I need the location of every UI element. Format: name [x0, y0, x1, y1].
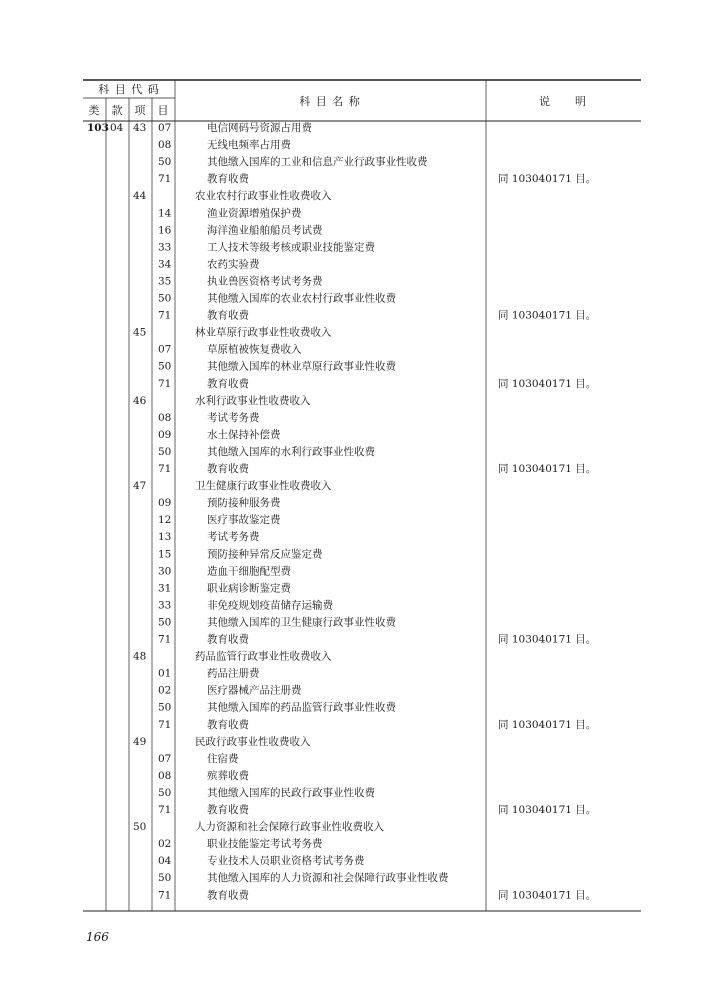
- table-row: [158, 445, 375, 458]
- cell-mu: 14: [158, 207, 172, 220]
- cell-name: 造血干细胞配型费: [207, 565, 291, 578]
- header-col-note: 说 明: [539, 95, 587, 108]
- table-row: [158, 564, 291, 577]
- cell-name: 教育收费: [207, 718, 249, 731]
- header-col-xiang: 项: [134, 104, 147, 117]
- table-row: [158, 240, 375, 253]
- table-row: [158, 530, 260, 543]
- header-col-lei: 类: [88, 104, 101, 117]
- table-row: [133, 735, 311, 748]
- cell-note: 同 103040171 目。: [498, 377, 597, 390]
- cell-mu: 33: [158, 241, 172, 254]
- cell-mu: 33: [158, 599, 172, 612]
- table-row: [158, 769, 249, 782]
- table-row: [133, 189, 332, 202]
- table-row: [158, 462, 596, 475]
- table-row: [158, 428, 281, 441]
- table-row: [158, 803, 596, 816]
- cell-mu: 71: [158, 889, 172, 902]
- cell-name: 专业技术人员职业资格考试考务费: [207, 855, 365, 868]
- cell-mu: 50: [158, 701, 172, 714]
- cell-xiang: 43: [133, 122, 147, 134]
- table-row: [158, 598, 333, 611]
- cell-name: 职业技能鉴定考试考务费: [207, 838, 323, 851]
- cell-name: 卫生健康行政事业性收费收入: [195, 480, 332, 493]
- cell-name: 草原植被恢复费收入: [207, 343, 302, 356]
- cell-xiang: 48: [133, 650, 147, 663]
- cell-note: 同 103040171 目。: [498, 718, 597, 731]
- cell-name: 考试考务费: [207, 531, 260, 544]
- cell-note: 同 103040171 目。: [498, 889, 597, 902]
- cell-mu: 15: [158, 548, 172, 561]
- table-row: [158, 377, 596, 390]
- cell-mu: 34: [158, 258, 172, 271]
- cell-name: 教育收费: [207, 377, 249, 390]
- cell-mu: 71: [158, 633, 172, 646]
- table-row: [158, 854, 365, 867]
- cell-mu: 02: [158, 684, 172, 697]
- cell-note: 同 103040171 目。: [498, 173, 597, 186]
- table-row: [158, 701, 396, 714]
- table-row: [158, 275, 323, 288]
- cell-name: 药品注册费: [207, 667, 260, 680]
- table-row: [158, 616, 396, 629]
- cell-name: 医疗事故鉴定费: [207, 514, 281, 527]
- table-row: [158, 718, 596, 731]
- table-row: [158, 496, 281, 509]
- table-row: [158, 138, 291, 151]
- cell-name: 其他缴入国库的林业草原行政事业性收费: [207, 360, 396, 373]
- cell-name: 教育收费: [207, 633, 249, 646]
- cell-name: 其他缴入国库的工业和信息产业行政事业性收费: [207, 156, 428, 169]
- cell-xiang: 46: [133, 394, 147, 407]
- table-row: [133, 394, 311, 407]
- cell-mu: 07: [158, 343, 172, 356]
- cell-name: 教育收费: [207, 173, 249, 186]
- table-row: [158, 786, 375, 799]
- table-row: [158, 888, 596, 901]
- cell-mu: 13: [158, 531, 172, 544]
- cell-name: 其他缴入国库的民政行政事业性收费: [207, 787, 375, 799]
- cell-name: 海洋渔业船舶船员考试费: [207, 224, 323, 237]
- cell-mu: 71: [158, 463, 172, 475]
- header-col-mu: 目: [157, 104, 170, 117]
- table-row: [158, 581, 291, 594]
- cell-name: 林业草原行政事业性收费收入: [195, 326, 332, 339]
- cell-name: 其他缴入国库的农业农村行政事业性收费: [207, 292, 396, 305]
- cell-mu: 50: [158, 156, 172, 169]
- cell-xiang: 44: [133, 190, 147, 203]
- cell-name: 教育收费: [207, 889, 249, 902]
- cell-name: 殡葬收费: [207, 769, 249, 782]
- table-row: [87, 121, 312, 134]
- cell-mu: 12: [158, 514, 172, 527]
- cell-mu: 50: [158, 872, 172, 885]
- cell-mu: 50: [158, 616, 172, 629]
- table-row: [133, 326, 332, 339]
- cell-note: 同 103040171 目。: [498, 633, 597, 646]
- header-code-group: 科 目 代 码: [98, 83, 160, 96]
- cell-mu: 07: [158, 752, 172, 765]
- table-row: [133, 820, 384, 833]
- cell-name: 渔业资源增殖保护费: [207, 207, 302, 220]
- cell-lei: 103: [87, 122, 109, 134]
- cell-name: 水利行政事业性收费收入: [195, 394, 311, 407]
- cell-name: 其他缴入国库的卫生健康行政事业性收费: [207, 616, 396, 629]
- table-row: [158, 206, 302, 219]
- cell-mu: 50: [158, 292, 172, 305]
- table-row: [158, 309, 596, 322]
- cell-name: 农药实验费: [207, 258, 260, 271]
- cell-note: 同 103040171 目。: [498, 804, 597, 816]
- cell-xiang: 50: [133, 821, 147, 834]
- page-number: 166: [86, 930, 109, 944]
- cell-xiang: 45: [133, 326, 147, 339]
- table-row: [158, 684, 302, 697]
- table-row: [158, 513, 281, 526]
- cell-name: 教育收费: [207, 804, 249, 816]
- table-row: [158, 223, 323, 236]
- table-row: [158, 411, 260, 424]
- cell-mu: 50: [158, 445, 172, 458]
- cell-name: 工人技术等级考核或职业技能鉴定费: [207, 241, 375, 254]
- cell-mu: 02: [158, 838, 172, 851]
- cell-name: 其他缴入国库的水利行政事业性收费: [207, 445, 375, 458]
- cell-mu: 31: [158, 582, 172, 595]
- table-row: [158, 155, 428, 168]
- cell-name: 预防接种服务费: [207, 497, 281, 510]
- cell-mu: 71: [158, 377, 172, 390]
- cell-name: 教育收费: [207, 463, 249, 475]
- header-col-name: 科 目 名 称: [299, 95, 361, 108]
- cell-name: 职业病诊断鉴定费: [207, 582, 291, 595]
- table-row: [158, 547, 323, 560]
- cell-mu: 50: [158, 787, 172, 799]
- cell-mu: 30: [158, 565, 172, 578]
- cell-name: 考试考务费: [207, 411, 260, 424]
- cell-mu: 08: [158, 139, 172, 152]
- table-body: [87, 121, 596, 901]
- cell-kuan: 04: [110, 122, 124, 134]
- cell-mu: 71: [158, 309, 172, 322]
- cell-mu: 50: [158, 360, 172, 373]
- cell-mu: 35: [158, 275, 172, 288]
- table-row: [158, 633, 596, 646]
- cell-name: 农业农村行政事业性收费收入: [195, 190, 332, 203]
- table-row: [158, 172, 596, 185]
- cell-mu: 08: [158, 769, 172, 782]
- header-col-kuan: 款: [111, 104, 124, 117]
- table-row: [133, 650, 332, 663]
- cell-name: 水土保持补偿费: [207, 428, 281, 441]
- cell-name: 民政行政事业性收费收入: [195, 735, 311, 748]
- cell-mu: 71: [158, 804, 172, 816]
- table-row: [158, 667, 260, 680]
- cell-name: 执业兽医资格考试考务费: [207, 275, 323, 288]
- cell-name: 预防接种异常反应鉴定费: [207, 548, 323, 561]
- cell-mu: 04: [158, 855, 172, 868]
- cell-mu: 16: [158, 224, 172, 237]
- cell-mu: 71: [158, 173, 172, 186]
- cell-name: 电信网码号资源占用费: [207, 122, 312, 134]
- table-row: [158, 343, 302, 356]
- cell-name: 无线电频率占用费: [207, 139, 291, 152]
- cell-mu: 08: [158, 411, 172, 424]
- cell-name: 医疗器械产品注册费: [207, 684, 302, 697]
- cell-mu: 01: [158, 667, 172, 680]
- table-row: [158, 292, 396, 305]
- cell-name: 非免疫规划疫苗储存运输费: [207, 599, 333, 612]
- table-row: [158, 752, 239, 765]
- cell-name: 其他缴入国库的人力资源和社会保障行政事业性收费: [207, 872, 449, 885]
- cell-xiang: 47: [133, 480, 147, 493]
- table-row: [158, 360, 396, 373]
- table-row: [133, 479, 332, 492]
- cell-note: 同 103040171 目。: [498, 463, 597, 475]
- cell-mu: 09: [158, 497, 172, 510]
- cell-mu: 07: [158, 122, 172, 134]
- table-row: [158, 837, 323, 850]
- cell-mu: 09: [158, 428, 172, 441]
- cell-name: 住宿费: [207, 752, 239, 765]
- cell-name: 教育收费: [207, 309, 249, 322]
- cell-name: 人力资源和社会保障行政事业性收费收入: [195, 821, 384, 834]
- table-row: [158, 257, 260, 270]
- cell-mu: 71: [158, 718, 172, 731]
- table-header: [89, 82, 588, 117]
- cell-name: 药品监管行政事业性收费收入: [195, 650, 332, 663]
- cell-xiang: 49: [133, 735, 147, 748]
- cell-note: 同 103040171 目。: [498, 309, 597, 322]
- cell-name: 其他缴入国库的药品监管行政事业性收费: [207, 701, 396, 714]
- table-row: [158, 871, 449, 884]
